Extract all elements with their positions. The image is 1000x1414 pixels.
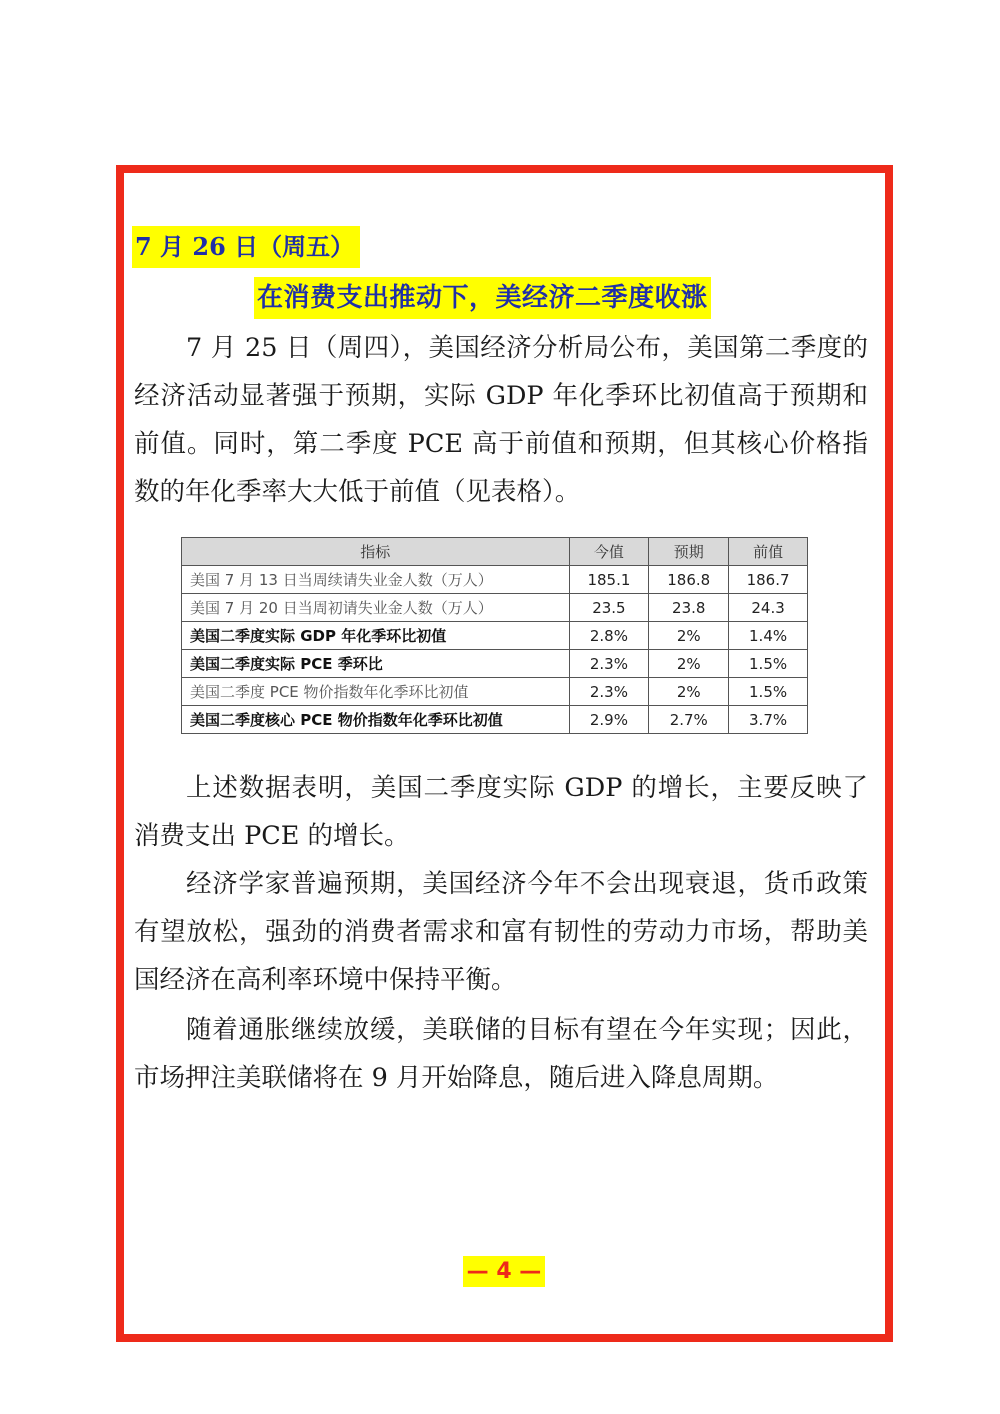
row-previous: 1.5% <box>729 650 808 678</box>
row-current: 2.9% <box>569 706 649 734</box>
economic-data-table <box>181 537 808 734</box>
row-previous: 1.4% <box>729 622 808 650</box>
table-header-row <box>182 538 808 566</box>
row-current: 23.5 <box>569 594 649 622</box>
row-label: 美国二季度 PCE 物价指数年化季环比初值 <box>182 678 570 706</box>
row-previous: 24.3 <box>729 594 808 622</box>
row-expected: 23.8 <box>649 594 729 622</box>
row-label: 美国 7 月 20 日当周初请失业金人数（万人） <box>182 594 570 622</box>
row-expected: 2% <box>649 678 729 706</box>
header-current: 今值 <box>569 538 649 566</box>
row-label: 美国二季度核心 PCE 物价指数年化季环比初值 <box>182 706 570 734</box>
paragraph-analysis: 上述数据表明，美国二季度实际 GDP 的增长，主要反映了消费支出 PCE 的增长。 <box>134 773 868 851</box>
row-current: 2.3% <box>569 678 649 706</box>
article-headline: 在消费支出推动下，美经济二季度收涨 <box>254 277 711 319</box>
table-row <box>182 566 808 594</box>
row-previous: 186.7 <box>729 566 808 594</box>
paragraph-outlook: 经济学家普遍预期，美国经济今年不会出现衰退，货币政策有望放松，强劲的消费者需求和富有韧性的劳动力市场，帮助美国经济在高利率环境中保持平衡。 <box>134 869 868 995</box>
row-previous: 3.7% <box>729 706 808 734</box>
row-expected: 186.8 <box>649 566 729 594</box>
row-label: 美国 7 月 13 日当周续请失业金人数（万人） <box>182 566 570 594</box>
date-heading: 7 月 26 日（周五） <box>132 226 360 268</box>
table-row <box>182 678 808 706</box>
paragraph-rate-cut: 随着通胀继续放缓，美联储的目标有望在今年实现；因此，市场押注美联储将在 9 月开始降息，随后进入降息周期。 <box>134 1015 868 1093</box>
row-current: 2.8% <box>569 622 649 650</box>
row-expected: 2% <box>649 650 729 678</box>
row-label: 美国二季度实际 PCE 季环比 <box>182 650 570 678</box>
header-expected: 预期 <box>649 538 729 566</box>
row-previous: 1.5% <box>729 678 808 706</box>
header-indicator: 指标 <box>182 538 570 566</box>
row-current: 2.3% <box>569 650 649 678</box>
table-row <box>182 650 808 678</box>
row-current: 185.1 <box>569 566 649 594</box>
page-number: — 4 — <box>463 1256 545 1287</box>
table-row <box>182 706 808 734</box>
row-label: 美国二季度实际 GDP 年化季环比初值 <box>182 622 570 650</box>
row-expected: 2.7% <box>649 706 729 734</box>
row-expected: 2% <box>649 622 729 650</box>
header-previous: 前值 <box>729 538 808 566</box>
table-row <box>182 622 808 650</box>
paragraph-intro: 7 月 25 日（周四），美国经济分析局公布，美国第二季度的经济活动显著强于预期，实际 GDP 年化季环比初值高于预期和前值。同时，第二季度 PCE 高于前值和预期，但其核心价格指数的年化季率大大低于前值（见表格）。 <box>134 333 868 507</box>
table-row <box>182 594 808 622</box>
